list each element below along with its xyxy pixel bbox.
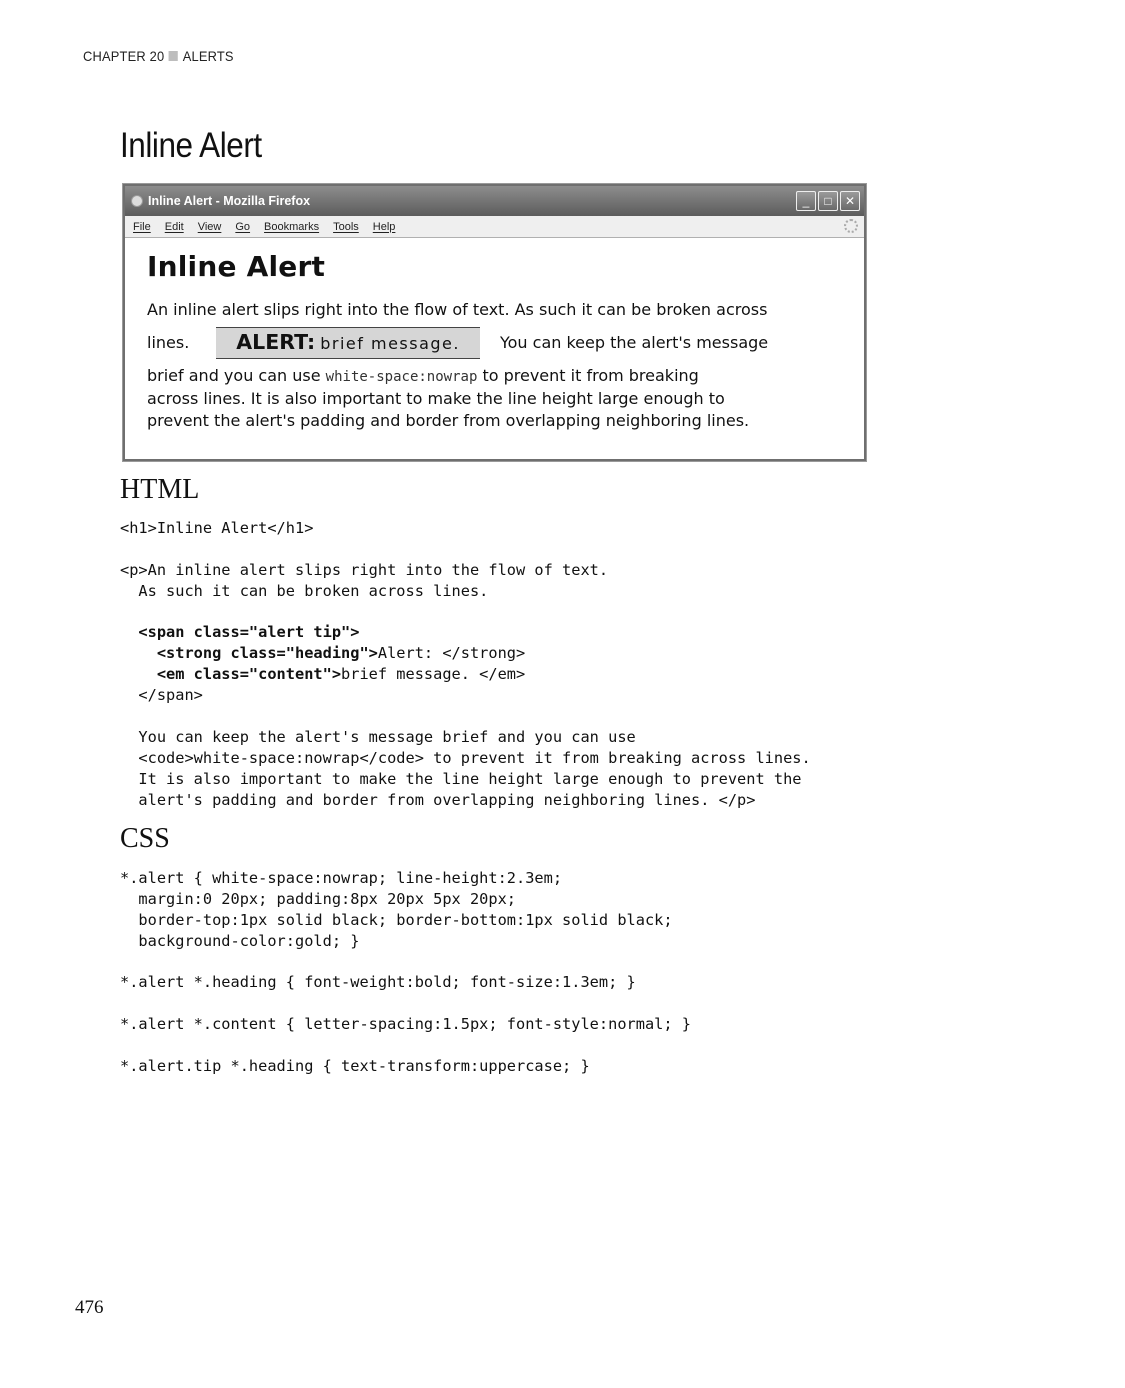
browser-page-content — [125, 238, 864, 432]
css-code-listing — [120, 868, 691, 1077]
section-label: ALERTS — [182, 48, 234, 64]
code-line — [120, 539, 811, 560]
code-line: <span class="alert tip"> — [120, 623, 360, 642]
code-line: <code>white-space:nowrap</code> to prevent it from breaking across lines. — [120, 748, 811, 767]
demo-text: You can keep the alert's message — [499, 333, 769, 352]
code-text: Alert: </strong> — [377, 644, 526, 663]
close-icon: ✕ — [840, 191, 860, 211]
throbber-icon — [844, 219, 858, 233]
code-line: alert's padding and border from overlapping neighboring lines. </p> — [120, 790, 756, 809]
code-line: You can keep the alert's message brief and you can use — [120, 727, 636, 746]
code-line — [120, 1035, 691, 1056]
demo-line: across lines. It is also important to make the line height large enough to — [147, 389, 725, 408]
window-title: Inline Alert - Mozilla Firefox — [148, 194, 311, 208]
menu-edit: Edit — [164, 220, 184, 233]
code-line: background-color:gold; } — [120, 931, 360, 950]
html-code-listing — [120, 518, 811, 810]
code-line: </span> — [120, 686, 203, 705]
menu-file: File — [133, 220, 151, 233]
demo-code: white-space:nowrap — [325, 369, 478, 385]
code-line: As such it can be broken across lines. — [120, 581, 489, 600]
code-line: <p>An inline alert slips right into the flow of text. — [120, 560, 609, 579]
code-line: *.alert.tip *.heading { text-transform:uppercase; } — [120, 1057, 590, 1076]
code-line: *.alert *.heading { font-weight:bold; font-size:1.3em; } — [120, 973, 636, 992]
page-number: 476 — [75, 1297, 104, 1318]
demo-line: prevent the alert's padding and border from overlapping neighboring lines. — [147, 411, 750, 430]
code-line: margin:0 20px; padding:8px 20px 5px 20px; — [120, 889, 517, 908]
code-line: *.alert { white-space:nowrap; line-height:2.3em; — [120, 869, 563, 887]
css-heading: CSS — [120, 823, 170, 854]
demo-text: lines. — [147, 333, 190, 352]
inline-alert — [216, 327, 480, 359]
code-line — [120, 706, 811, 727]
demo-line: An inline alert slips right into the flow of text. As such it can be broken across — [147, 300, 768, 319]
browser-menubar — [125, 216, 864, 238]
code-emphasis: <em class="content"> — [120, 665, 342, 684]
code-line: <h1>Inline Alert</h1> — [120, 519, 314, 537]
code-emphasis: <strong class="heading"> — [120, 644, 378, 663]
menu-bookmarks: Bookmarks — [264, 220, 320, 233]
demo-text: to prevent it from breaking — [477, 366, 699, 385]
code-text: brief message. </em> — [341, 665, 526, 684]
code-line: It is also important to make the line height large enough to prevent the — [120, 769, 802, 788]
demo-text: brief and you can use — [147, 366, 326, 385]
code-line: *.alert *.content { letter-spacing:1.5px; font-style:normal; } — [120, 1015, 691, 1034]
alert-heading: ALERT: — [236, 330, 316, 354]
menu-view: View — [197, 220, 222, 233]
firefox-icon — [131, 195, 143, 207]
demo-heading: Inline Alert — [147, 250, 326, 283]
code-line — [120, 664, 811, 685]
menu-help: Help — [372, 220, 396, 233]
demo-paragraph — [147, 299, 842, 432]
menu-go: Go — [235, 220, 251, 233]
browser-screenshot — [123, 184, 866, 461]
demo-line-with-alert — [147, 321, 842, 365]
code-line — [120, 952, 691, 973]
running-head — [83, 48, 234, 64]
maximize-icon: □ — [818, 191, 838, 211]
alert-content: brief message. — [320, 334, 460, 353]
html-heading: HTML — [120, 474, 200, 505]
code-line — [120, 602, 811, 623]
code-line — [120, 993, 691, 1014]
minimize-icon: _ — [796, 191, 816, 211]
chapter-label: CHAPTER 20 — [83, 48, 165, 64]
separator-square-icon — [169, 51, 178, 61]
demo-line — [147, 365, 842, 388]
code-line: border-top:1px solid black; border-bottom:1px solid black; — [120, 910, 673, 929]
menu-tools: Tools — [333, 220, 359, 233]
browser-titlebar — [125, 186, 864, 216]
section-title: Inline Alert — [120, 126, 262, 165]
code-line — [120, 643, 811, 664]
